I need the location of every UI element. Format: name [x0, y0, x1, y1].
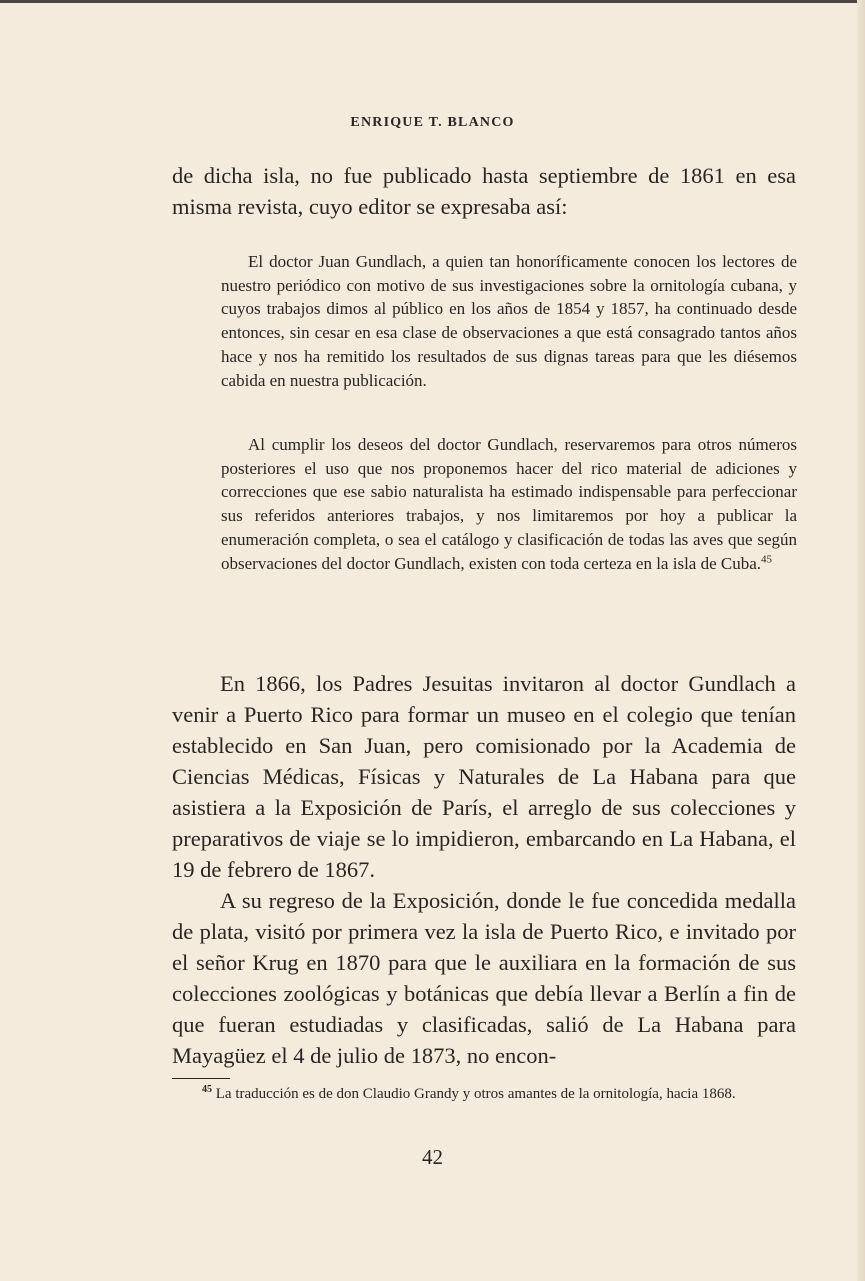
- body-paragraph-2: A su regreso de la Exposición, donde le fue concedida medalla de plata, visitó por primera vez la isla de Puerto Rico, e invitado por el señor Krug en 1870 para que le auxiliara en la formación de sus colecciones zoológicas y botánicas que debía llevar a Berlín a fin de que fueran estudiadas y clasificadas, salió de La Habana para Mayagüez el 4 de julio de 1873, no encon-: [172, 888, 796, 1068]
- body-paragraph-1: En 1866, los Padres Jesuitas invitaron al doctor Gundlach a venir a Puerto Rico para formar un museo en el colegio que tenían establecido en San Juan, pero comisionado por la Academia de Ciencias Médicas, Físicas y Naturales de La Habana para que asistiera a la Exposición de París, el arreglo de sus colecciones y preparativos de viaje se lo impidieron, embarcando en La Habana, el 19 de febrero de 1867.: [172, 671, 796, 882]
- footnote-marker: 45: [202, 1084, 212, 1095]
- running-header: ENRIQUE T. BLANCO: [350, 115, 515, 130]
- footnote-rule: [172, 1078, 230, 1079]
- footnote-text: La traducción es de don Claudio Grandy y otros amantes de la ornitología, hacia 1868.: [215, 1086, 736, 1102]
- quote-paragraph-2: [221, 433, 797, 575]
- quote-paragraph-1: El doctor Juan Gundlach, a quien tan honoríficamente conocen los lectores de nuestro periódico con motivo de sus investigaciones sobre la ornitología cubana, y cuyos trabajos dimos al público en los años de 1854 y 1857, ha continuado desde entonces, sin cesar en esa clase de observaciones a que está consagrado tantos años hace y nos ha remitido los resultados de sus dignas tareas para que les diésemos cabida en nuestra publicación.: [221, 252, 797, 390]
- intro-paragraph: de dicha isla, no fue publicado hasta septiembre de 1861 en esa misma revista, cuyo editor se expresaba así:: [172, 163, 796, 219]
- footnote: [172, 1084, 796, 1104]
- page-top-edge: [0, 0, 865, 3]
- footnote-reference: 45: [761, 552, 773, 565]
- page-right-edge: [857, 0, 865, 1281]
- page-number: 42: [422, 1145, 443, 1169]
- quote-paragraph-2-text: Al cumplir los deseos del doctor Gundlach, reservaremos para otros números posteriores el uso que nos proponemos hacer del rico material de adiciones y correcciones que ese sabio naturalista ha estimado indispensable para perfeccionar sus referidos anteriores trabajos, y nos limitaremos por hoy a publicar la enumeración completa, o sea el catálogo y clasificación de todas las aves que según observaciones del doctor Gundlach, existen con toda certeza en la isla de Cuba.: [221, 435, 797, 573]
